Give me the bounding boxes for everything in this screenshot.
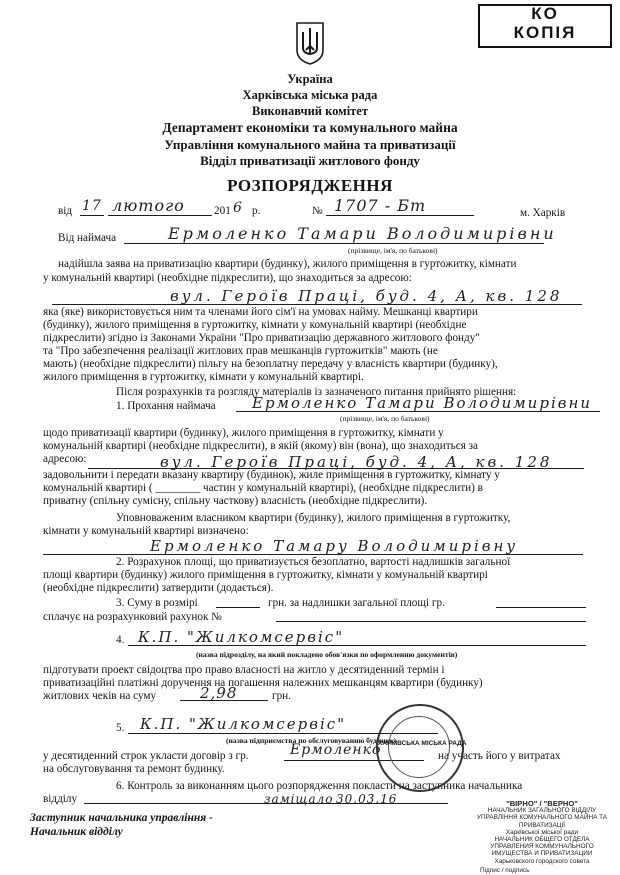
owner-name: Ермоленко Тамару Володимирівну [150, 537, 519, 555]
date-day: 17 [82, 198, 102, 214]
item3-text-b: грн. за надлишки загальної площі гр. [268, 597, 445, 609]
date-year-prefix: 201 [214, 205, 231, 217]
item1-name: Ермоленко Тамари Володимирівни [252, 394, 593, 412]
item6-handwritten-date: 30.03.16 [336, 792, 398, 806]
item3-text-c: сплачує на розрахунковий рахунок № [43, 611, 222, 623]
country-name: Україна [287, 72, 333, 86]
address-handwritten-2: вул. Героїв Праці, буд. 4, А, кв. 128 [160, 453, 553, 471]
item5-participation: на участь його у витратах [438, 750, 561, 762]
item6-line2: відділу [43, 793, 78, 805]
item6-text: 6. Контроль за виконанням цього розпорядження покласти на заступника начальника [116, 780, 523, 792]
item5-line1: у десятиденний строк укласти договір з гр. [43, 750, 249, 762]
applicant-label: Від наймача [58, 232, 117, 244]
item1-line1: щодо приватизації квартири (будинку), жилого приміщення в гуртожитку, кімнати у [43, 427, 444, 439]
date-month: лютого [112, 196, 185, 215]
item1-line6: приватну (спільну сумісну, спільну часткову) власність (необхідне підкреслити). [43, 495, 428, 507]
item1-line2: комунальній квартирі (необхідне підкреслити), в якій (якому) він (вона), що знаходиться за [43, 440, 478, 452]
address-handwritten-1: вул. Героїв Праці, буд. 4, А, кв. 128 [170, 287, 563, 305]
item1-caption: (прізвище, ім'я, по батькові) [340, 414, 430, 423]
verno-line-2: УПРАВЛІННЯ КОМУНАЛЬНОГО МАЙНА ТА ПРИВАТИЗАЦІЇ [476, 814, 608, 829]
applicant-name: Ермоленко Тамари Володимирівни [168, 224, 557, 243]
round-seal-text: ХАРКІВСЬКА МІСЬКА РАДА [378, 740, 467, 747]
paragraph1-line1: надійшла заява на приватизацію квартири (будинку), жилого приміщення в гуртожитку, кімнати [58, 258, 517, 270]
item1-line5: комунальній квартирі ( ________ частин у комунальній квартирі), (необхідне підкреслити) в [43, 482, 483, 494]
date-from-label: від [58, 205, 73, 217]
item4-sum-unit: грн. [272, 690, 291, 702]
item4-sum: 2,98 [200, 684, 238, 702]
item4-number: 4. [116, 634, 125, 646]
owner-intro-line1: Уповноваженим власником квартири (будинку), жилого приміщення в гуртожитку, [116, 512, 511, 524]
item1-line4: задовольнити і передати вказану квартиру (будинок), жиле приміщення в гуртожитку, кімнату у [43, 469, 500, 481]
signature-title-1: Заступник начальника управління - [30, 812, 213, 824]
item6-handwritten: заміщало [264, 792, 334, 806]
coat-of-arms-icon [294, 20, 326, 66]
item1-line3: адресою: [43, 453, 87, 465]
item4-line1: підготувати проект свідоцтва про право власності на житло у десятиденний термін і [43, 664, 445, 676]
after-review-text: Після розрахунків та розгляду матеріалів із зазначеного питання прийнято рішення: [116, 386, 517, 398]
item4-line3: житлових чеків на суму [43, 690, 157, 702]
paragraph2-line3: підкреслити) згідно із Законами України "Про приватизацію державного житлового фонду" [43, 332, 480, 344]
document-title: РОЗПОРЯДЖЕННЯ [227, 176, 393, 195]
paragraph2-line5: мають) (необхідне підкреслити) пільгу на безоплатну передачу у власність квартири (будинку), [43, 358, 498, 370]
document-number: 1707 - Бт [334, 196, 427, 215]
council-name: Харківська міська рада [242, 88, 378, 102]
item5-number: 5. [116, 722, 125, 734]
paragraph2-line2: (будинку), жилого приміщення в гуртожитку, кімнати у комунальній квартирі (необхідне [43, 319, 467, 331]
signature-title-2: Начальник відділу [30, 826, 123, 838]
item5-with: Ермоленко [290, 742, 382, 758]
verno-line-3: Харківської міської ради [505, 828, 579, 836]
item5-org: К.П. "Жилкомсервіс" [140, 715, 347, 733]
directorate-name: Управління комунального майна та приватизації [164, 137, 456, 152]
applicant-caption: (прізвище, ім'я, по батькові) [348, 246, 438, 255]
verno-sign-label: Підпис / подпись [480, 866, 530, 874]
verno-title: "ВІРНО" / "ВЕРНО" [506, 799, 578, 808]
copy-stamp-top: КО [531, 4, 559, 23]
round-seal [376, 704, 467, 792]
item2-line3: (необхідне підкреслити) затвердити (додається). [43, 582, 274, 594]
item2-line2: площі квартири (будинку) жилого приміщення в гуртожитку, кімнати у комунальній квартирі [43, 569, 488, 581]
verno-line-4: НАЧАЛЬНИК ОБЩЕГО ОТДЕЛА [494, 836, 590, 844]
item2-line1: 2. Розрахунок площі, що приватизується безоплатно, вартості надлишків загальної [116, 556, 511, 568]
item5-line2: на обслуговування та ремонт будинку. [43, 763, 225, 775]
verno-line-6: Харьковского городского совета [494, 857, 590, 865]
verno-line-5: УПРАВЛЕНИЯ КОММУНАЛЬНОГО ИМУЩЕСТВА И ПРИВАТИЗАЦИИ [490, 843, 594, 858]
paragraph2-line4: та "Про забезпечення реалізації житлових прав мешканців гуртожитків" мають (не [43, 345, 438, 357]
date-year-suffix: 6 [233, 200, 243, 216]
city-label: м. Харків [520, 207, 566, 219]
item1-label: 1. Прохання наймача [116, 400, 216, 412]
paragraph2-line1: яка (яке) використовується ним та членами його сім'ї на умовах найму. Мешканці квартири [43, 306, 478, 318]
verno-line-1: НАЧАЛЬНИК ЗАГАЛЬНОГО ВІДДІЛУ [487, 807, 597, 815]
committee-name: Виконавчий комітет [252, 104, 368, 118]
paragraph2-line6: жилого приміщення в гуртожитку, кімнати у комунальній квартирі. [43, 371, 364, 383]
verno-stamp [472, 799, 612, 874]
paragraph1-line2: у комунальній квартирі (необхідне підкреслити), що знаходиться за адресою: [43, 272, 412, 284]
item4-line2: приватизаційні платіжні доручення на погашення належних мешканцям квартири (будинку) [43, 677, 483, 689]
owner-intro-line2: кімнати у комунальній квартирі визначено: [43, 525, 249, 537]
item3-text-a: 3. Суму в розмірі [116, 597, 198, 609]
date-year-label: р. [252, 205, 261, 217]
copy-stamp-main: КОПІЯ [513, 23, 577, 42]
department-name: Департамент економіки та комунального майна [162, 120, 458, 135]
copy-stamp [478, 4, 612, 48]
item4-org: К.П. "Жилкомсервіс" [138, 628, 345, 646]
item5-caption: (назва підприємства по обслуговуванню будинку) [226, 736, 397, 745]
item4-caption: (назва підрозділу, на який покладено обов'язки по оформленню документів) [196, 650, 458, 659]
number-label: № [312, 205, 323, 217]
division-name: Відділ приватизації житлового фонду [200, 153, 420, 168]
